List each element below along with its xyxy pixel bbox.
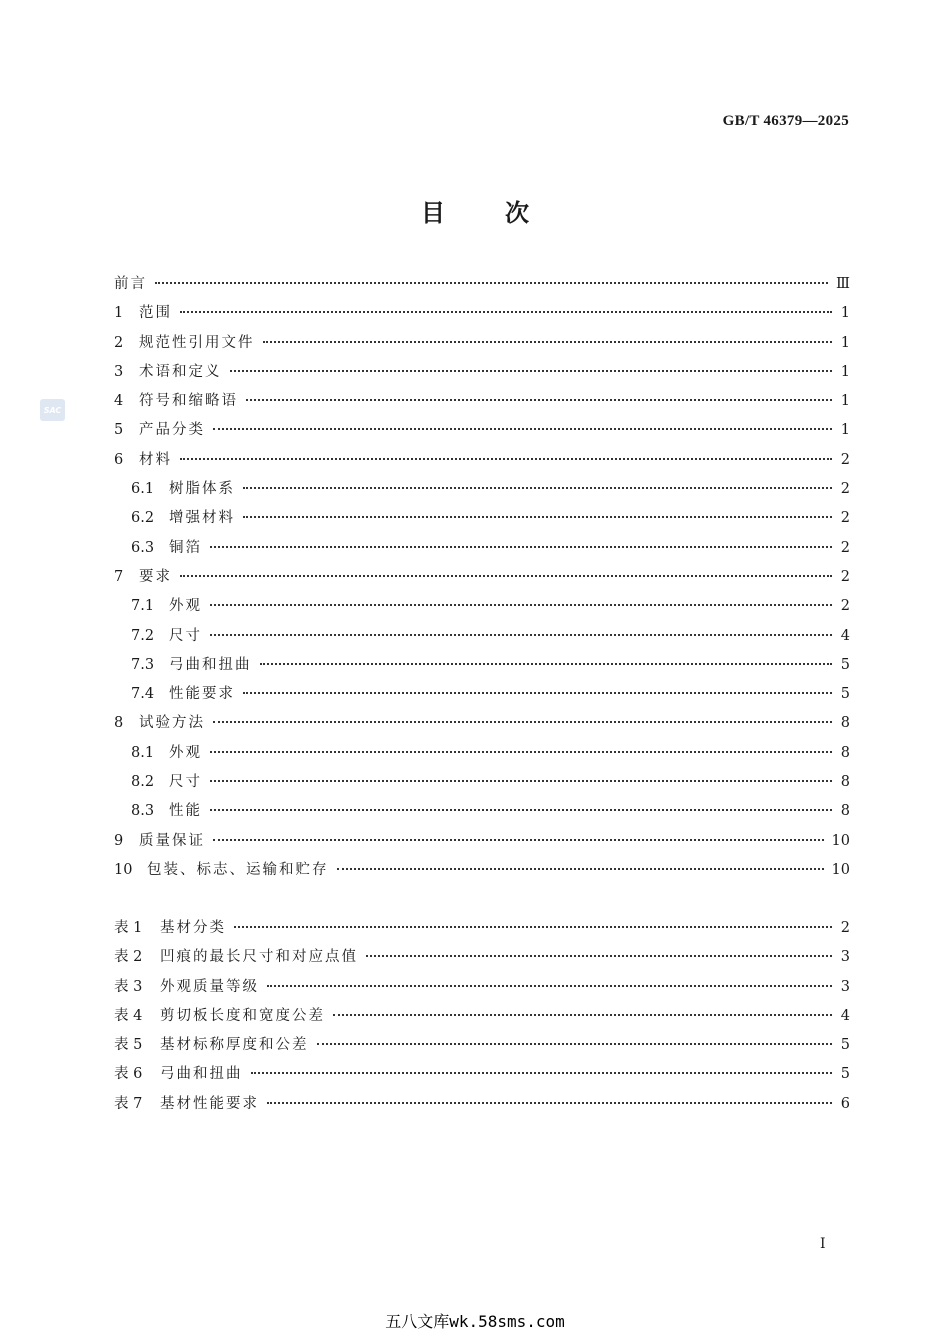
- page-title: [0, 193, 950, 228]
- toc-entry-number: 7: [114, 568, 124, 585]
- toc-entry-title: 弓曲和扭曲: [160, 1066, 243, 1083]
- toc-entry[interactable]: [114, 1062, 850, 1091]
- toc-leader-dots: [213, 721, 832, 723]
- toc-entry-page: 1: [840, 393, 850, 410]
- toc-entry-title: 材料: [139, 451, 172, 468]
- toc-entry-page: 5: [840, 686, 850, 703]
- toc-leader-dots: [366, 955, 832, 957]
- toc-entry-page: 3: [840, 978, 850, 995]
- toc-entry-number: 5: [114, 422, 124, 439]
- toc-entry-number: 6: [114, 451, 124, 468]
- toc-entry-page: 2: [840, 481, 850, 498]
- toc-entry-page: 5: [840, 1066, 850, 1083]
- toc-entry[interactable]: [114, 945, 850, 974]
- toc-leader-dots: [251, 1072, 833, 1074]
- toc-entry[interactable]: [114, 448, 850, 477]
- page-number: Ⅰ: [820, 1236, 826, 1252]
- toc-entry[interactable]: [114, 418, 850, 447]
- toc-entry-page: Ⅲ: [836, 276, 850, 292]
- toc-entry-page: 8: [840, 715, 850, 732]
- toc-entry-number: 表 7: [114, 1095, 143, 1112]
- toc-entry[interactable]: [114, 1004, 850, 1033]
- toc-entry-number: 1: [114, 305, 124, 322]
- toc-entry-page: 8: [840, 744, 850, 761]
- toc-leader-dots: [213, 428, 832, 430]
- toc-entry-title: 凹痕的最长尺寸和对应点值: [160, 949, 358, 966]
- toc-leader-dots: [180, 575, 832, 577]
- toc-entry-page: 5: [840, 1037, 850, 1054]
- toc-entry-title: 规范性引用文件: [139, 334, 255, 351]
- toc-entry-number: 4: [114, 393, 124, 410]
- toc-entry-page: 1: [840, 363, 850, 380]
- toc-entry-title: 范围: [139, 305, 172, 322]
- sac-logo-watermark: SAC: [40, 399, 65, 421]
- toc-entry-page: 1: [840, 334, 850, 351]
- toc-tables-list: [114, 916, 850, 1121]
- toc-entry-number: 8.2: [131, 774, 155, 791]
- toc-entry[interactable]: [114, 829, 850, 858]
- toc-leader-dots: [213, 839, 824, 841]
- toc-entry-title: 要求: [139, 568, 172, 585]
- toc-entry-number: 7.3: [131, 656, 155, 673]
- toc-leader-dots: [263, 341, 833, 343]
- toc-entry-page: 2: [840, 451, 850, 468]
- toc-leader-dots: [234, 926, 832, 928]
- footer-watermark: 五八文库wk.58sms.com: [385, 1312, 565, 1331]
- toc-entry[interactable]: [114, 506, 850, 535]
- toc-entry-title: 外观质量等级: [160, 978, 259, 995]
- toc-sections-list: [114, 272, 850, 887]
- toc-entry-page: 4: [840, 627, 850, 644]
- toc-entry-title: 外观: [169, 598, 202, 615]
- toc-entry-number: 8: [114, 715, 124, 732]
- toc-entry-title: 剪切板长度和宽度公差: [160, 1007, 325, 1024]
- toc-entry[interactable]: [114, 770, 850, 799]
- toc-entry-title: 产品分类: [139, 422, 205, 439]
- toc-entry-page: 10: [831, 832, 850, 849]
- toc-entry-title: 基材分类: [160, 920, 226, 936]
- toc-entry[interactable]: [114, 741, 850, 770]
- toc-entry-title: 弓曲和扭曲: [169, 656, 252, 673]
- standard-code: GB/T 46379—2025: [722, 113, 849, 129]
- toc-entry-number: 表 3: [114, 978, 143, 995]
- toc-leader-dots: [243, 692, 832, 694]
- toc-leader-dots: [210, 780, 832, 782]
- toc-entry[interactable]: [114, 916, 850, 945]
- toc-entry[interactable]: [114, 799, 850, 828]
- toc-entry-number: 表 5: [114, 1037, 143, 1054]
- page-title-char-1: 目: [421, 199, 445, 227]
- toc-entry-page: 2: [840, 568, 850, 585]
- toc-entry-number: 2: [114, 334, 124, 351]
- toc-entry[interactable]: [114, 653, 850, 682]
- toc-entry-number: 6.2: [131, 510, 155, 527]
- toc-entry-title: 试验方法: [139, 715, 205, 732]
- toc-leader-dots: [210, 751, 832, 753]
- toc-entry-title: 性能要求: [169, 686, 235, 703]
- page-title-char-2: 次: [505, 199, 529, 227]
- toc-entry[interactable]: [114, 594, 850, 623]
- toc-entry-number: 7.1: [131, 598, 155, 615]
- toc-leader-dots: [333, 1014, 832, 1016]
- toc-entry-page: 2: [840, 510, 850, 527]
- toc-entry-page: 1: [840, 305, 850, 322]
- toc-entry-page: 2: [840, 539, 850, 556]
- toc-entry-number: 表 2: [114, 949, 143, 966]
- toc-entry[interactable]: [114, 301, 850, 330]
- toc-entry-title: 术语和定义: [139, 363, 222, 380]
- toc-entry-title: 树脂体系: [169, 481, 235, 498]
- toc-entry-page: 10: [831, 861, 850, 878]
- toc-entry-title: 前言: [114, 276, 147, 292]
- toc-leader-dots: [210, 634, 832, 636]
- toc-entry-title: 符号和缩略语: [139, 393, 238, 410]
- toc-entry[interactable]: [114, 272, 850, 301]
- toc-entry-title: 基材性能要求: [160, 1095, 259, 1112]
- toc-entry-number: 7.2: [131, 627, 155, 644]
- toc-entry-page: 3: [840, 949, 850, 966]
- toc-entry-number: 9: [114, 832, 124, 849]
- toc-entry-number: 10: [114, 861, 133, 878]
- toc-entry-page: 8: [840, 803, 850, 820]
- toc-entry-title: 基材标称厚度和公差: [160, 1037, 309, 1054]
- toc-entry-number: 8.1: [131, 744, 155, 761]
- toc-entry[interactable]: [114, 711, 850, 740]
- toc-entry-title: 质量保证: [139, 832, 205, 849]
- toc-entry-title: 尺寸: [169, 774, 202, 791]
- toc-entry[interactable]: [114, 360, 850, 389]
- toc-entry-title: 外观: [169, 744, 202, 761]
- toc-entry-number: 8.3: [131, 803, 155, 820]
- toc-leader-dots: [243, 487, 832, 489]
- toc-entry[interactable]: [114, 565, 850, 594]
- toc-entry-page: 5: [840, 656, 850, 673]
- toc-entry-number: 表 6: [114, 1066, 143, 1083]
- toc-entry[interactable]: [114, 389, 850, 418]
- toc-entry-number: 表 4: [114, 1007, 143, 1024]
- toc-entry-title: 铜箔: [169, 539, 202, 556]
- toc-entry-title: 包装、标志、运输和贮存: [147, 861, 329, 878]
- toc-entry-title: 增强材料: [169, 510, 235, 527]
- toc-leader-dots: [317, 1043, 833, 1045]
- toc-entry-number: 6.3: [131, 539, 155, 556]
- toc-leader-dots: [230, 370, 833, 372]
- toc-leader-dots: [267, 1102, 832, 1104]
- toc-leader-dots: [155, 282, 828, 284]
- toc-entry-number: 表 1: [114, 920, 143, 936]
- toc-leader-dots: [210, 546, 832, 548]
- toc-entry[interactable]: [114, 682, 850, 711]
- toc-leader-dots: [210, 809, 832, 811]
- toc-entry[interactable]: [114, 536, 850, 565]
- toc-leader-dots: [267, 985, 832, 987]
- toc-entry-page: 4: [840, 1007, 850, 1024]
- toc-entry-number: 3: [114, 363, 124, 380]
- toc-entry-page: 6: [840, 1095, 850, 1112]
- toc-entry[interactable]: [114, 1033, 850, 1062]
- toc-entry[interactable]: [114, 477, 850, 506]
- toc-entry-title: 性能: [169, 803, 202, 820]
- toc-leader-dots: [180, 458, 832, 460]
- toc-leader-dots: [243, 516, 832, 518]
- toc-leader-dots: [180, 311, 832, 313]
- toc-leader-dots: [337, 868, 824, 870]
- toc-entry-title: 尺寸: [169, 627, 202, 644]
- toc-entry-page: 8: [840, 774, 850, 791]
- toc-entry-page: 2: [840, 920, 850, 936]
- toc-entry[interactable]: [114, 331, 850, 360]
- toc-leader-dots: [260, 663, 833, 665]
- toc-entry[interactable]: [114, 1092, 850, 1121]
- toc-entry[interactable]: [114, 975, 850, 1004]
- toc-leader-dots: [246, 399, 832, 401]
- toc-entry[interactable]: [114, 624, 850, 653]
- toc-leader-dots: [210, 604, 832, 606]
- toc-entry-page: 2: [840, 598, 850, 615]
- toc-entry[interactable]: [114, 858, 850, 887]
- toc-entry-page: 1: [840, 422, 850, 439]
- toc-entry-number: 6.1: [131, 481, 155, 498]
- toc-entry-number: 7.4: [131, 686, 155, 703]
